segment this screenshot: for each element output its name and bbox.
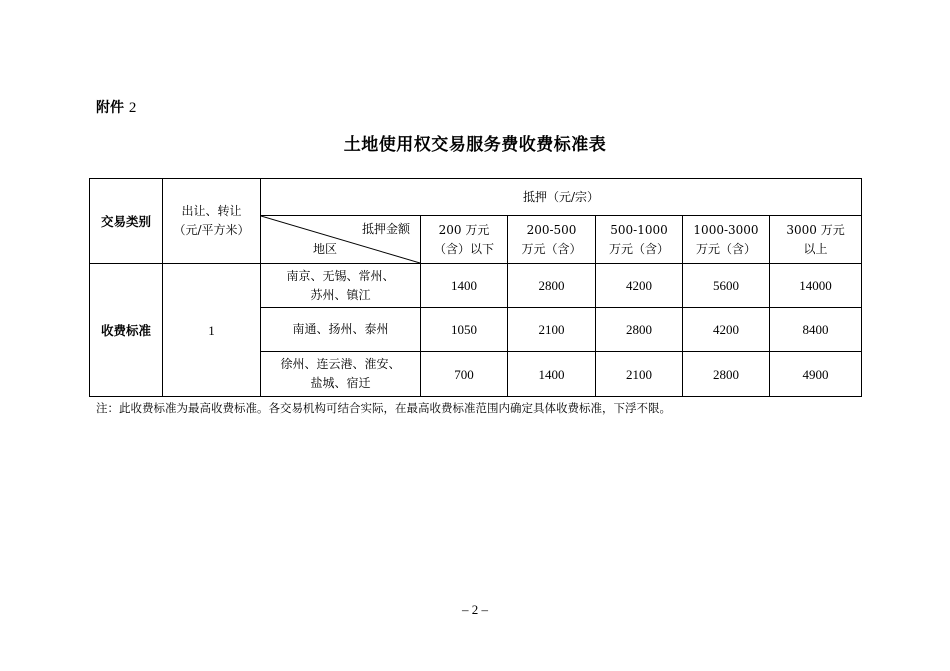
fee-cell: 4900: [770, 352, 862, 397]
header-category: 交易类别: [90, 179, 163, 264]
tier-line2: （含）以下: [433, 241, 494, 256]
fee-cell: 700: [421, 352, 508, 397]
tier-line1: 500-1000: [610, 222, 668, 237]
region-line1: 徐州、连云港、淮安、: [280, 357, 401, 371]
tier-line1: 200-500: [526, 222, 577, 237]
fee-cell: 4200: [596, 264, 683, 308]
header-transfer-line2: （元/平方米）: [173, 223, 250, 237]
tier-line1: 3000 万元: [786, 222, 845, 237]
fee-cell: 14000: [770, 264, 862, 308]
region-line2: 苏州、镇江: [310, 287, 371, 302]
tier-line1: 200 万元: [438, 222, 490, 237]
header-diagonal-cell: [261, 216, 421, 264]
table-row: [90, 264, 862, 308]
page-title: 土地使用权交易服务费收费标准表: [343, 135, 607, 155]
tier-header-1: [508, 216, 596, 264]
tier-line2: 以上: [803, 241, 828, 256]
tier-header-2: [596, 216, 683, 264]
tier-header-3: [683, 216, 770, 264]
tier-line2: 万元（含）: [608, 241, 669, 256]
fee-table: [89, 178, 862, 397]
attachment-text: 附件: [96, 100, 124, 116]
page-number: – 2 –: [462, 602, 488, 617]
region-cell: [261, 264, 421, 308]
fee-cell: 1400: [421, 264, 508, 308]
footnote: 注：此收费标准为最高收费标准。各交易机构可结合实际，在最高收费标准范围内确定具体收费标准，下浮不限。: [96, 401, 671, 415]
fee-cell: 4200: [683, 308, 770, 352]
transfer-value: 1: [163, 264, 261, 397]
region-cell: [261, 352, 421, 397]
region-cell: [261, 308, 421, 352]
fee-cell: 2800: [596, 308, 683, 352]
fee-cell: 2800: [683, 352, 770, 397]
fee-cell: 1050: [421, 308, 508, 352]
diag-label-amount: 抵押金额: [361, 222, 410, 236]
tier-line1: 1000-3000: [693, 222, 759, 237]
attachment-number: 2: [128, 100, 137, 116]
region-line1: 南京、无锡、常州、: [286, 268, 395, 283]
fee-cell: 5600: [683, 264, 770, 308]
row-label: 收费标准: [90, 264, 163, 397]
header-mortgage: 抵押（元/宗）: [261, 179, 862, 216]
tier-header-4: [770, 216, 862, 264]
tier-line2: 万元（含）: [521, 241, 582, 256]
header-row-1: [90, 179, 862, 216]
diag-label-region: 地区: [313, 242, 338, 256]
tier-line2: 万元（含）: [695, 241, 756, 256]
tier-header-0: [421, 216, 508, 264]
fee-cell: 2800: [508, 264, 596, 308]
fee-cell: 1400: [508, 352, 596, 397]
fee-cell: 2100: [596, 352, 683, 397]
fee-cell: 2100: [508, 308, 596, 352]
attachment-label: [96, 97, 136, 117]
fee-cell: 8400: [770, 308, 862, 352]
header-transfer: [163, 179, 261, 264]
header-transfer-line1: 出让、转让: [181, 204, 242, 218]
region-line2: 盐城、宿迁: [310, 376, 371, 390]
region-line1: 南通、扬州、泰州: [292, 322, 389, 336]
